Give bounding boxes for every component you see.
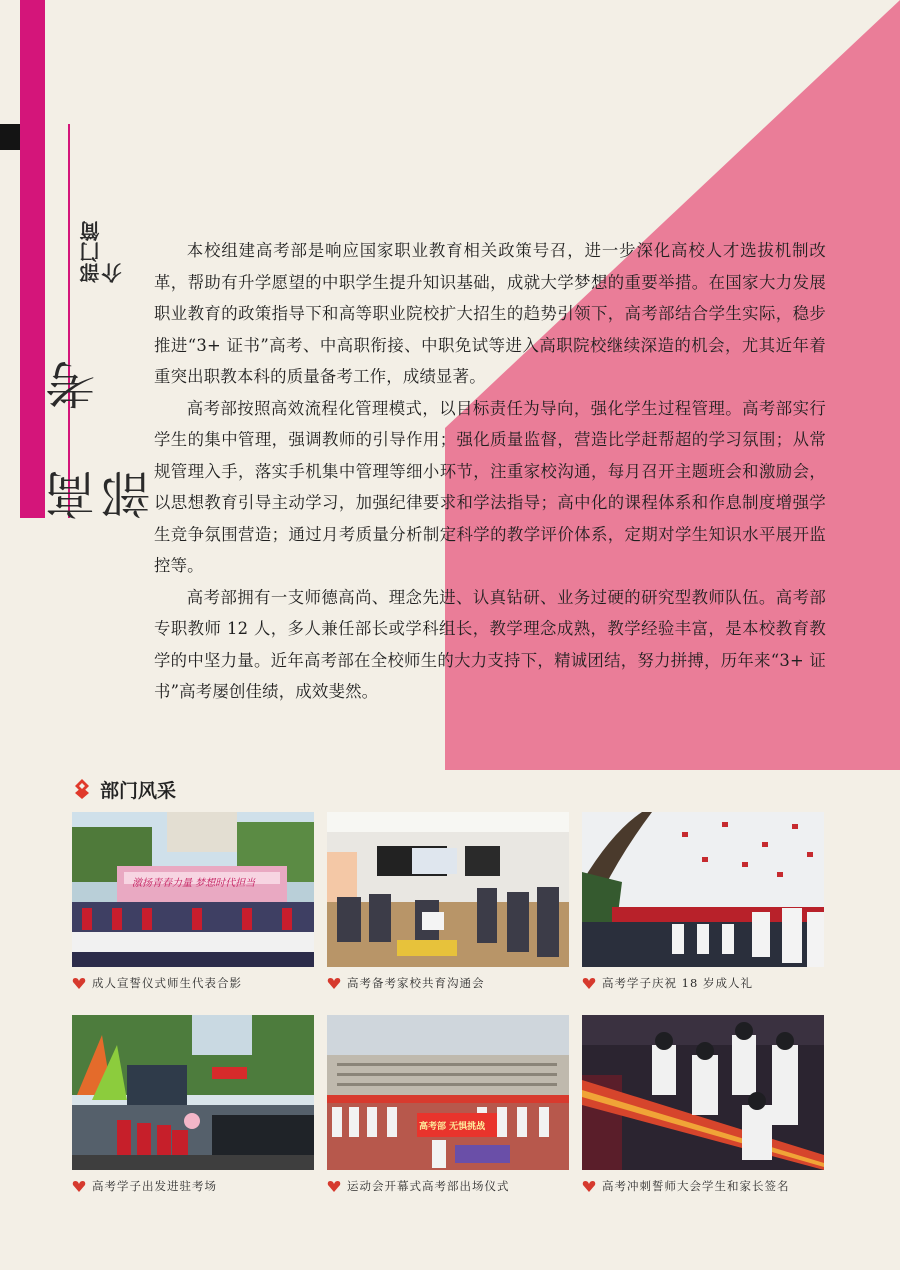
intro-text [154,235,826,708]
intro-paragraph-2: 高考部按照高效流程化管理模式，以目标责任为导向，强化学生过程管理。高考部实行学生的集中管理，强调教师的引导作用；强化质量监督，营造比学赶帮超的学习氛围；从常规管理入手，落实手机集中管理等细小环节，注重家校沟通，每月召开主题班会和激励会，以思想教育引导主动学习，加强纪律要求和学法指导；高中化的课程体系和作息制度增强学生竞争氛围营造；通过月考质量分析制定科学的教学评价体系，定期对学生知识水平展开监控等。 [154,398,826,575]
photo-banner-text: 高考部 无惧挑战 [419,1122,486,1132]
page-subtitle: 部门简介 [79,220,125,284]
gallery-card [327,812,569,991]
photo-caption: 成人宣誓仪式师生代表合影 [92,976,242,990]
flame-icon [72,778,92,800]
heart-bullet-icon [582,977,596,990]
black-page-tab [0,124,20,150]
heart-bullet-icon [327,1180,341,1193]
gallery-title: 部门风采 [100,779,177,802]
gallery-photo [327,1015,569,1170]
photo-banner-text: 激扬青春力量 梦想时代担当 [132,878,256,889]
heart-bullet-icon [72,977,86,990]
photo-caption: 高考备考家校共育沟通会 [347,976,485,990]
heart-bullet-icon [72,1180,86,1193]
photo-caption: 高考学子出发进驻考场 [92,1179,217,1193]
gallery-card [327,1015,569,1194]
gallery-card [72,812,314,991]
gallery-photo [582,1015,824,1170]
gallery-card [582,812,824,991]
photo-caption: 高考冲刺誓师大会学生和家长签名 [602,1179,790,1193]
gallery-card [72,1015,314,1194]
gallery-photo [72,812,314,967]
gallery-heading [72,775,176,803]
gallery-card [582,1015,824,1194]
photo-caption: 运动会开幕式高考部出场仪式 [347,1179,510,1193]
intro-paragraph-1: 本校组建高考部是响应国家职业教育相关政策号召，进一步深化高校人才选拔机制改革，帮助有升学愿望的中职学生提升知识基础，成就大学梦想的重要举措。在国家大力发展职业教育的政策指导下和高等职业院校扩大招生的趋势引领下，高考部结合学生实际，稳步推进“3+ 证书”高考、中高职衔接、中职免试等进入高职院校继续深造的机会，尤其近年着重突出职教本科的质量备考工作，成绩显著。 [154,241,826,386]
heart-bullet-icon [327,977,341,990]
photo-caption: 高考学子庆祝 18 岁成人礼 [602,976,753,990]
magenta-side-bar [20,0,45,518]
intro-paragraph-3: 高考部拥有一支师德高尚、理念先进、认真钻研、业务过硬的研究型教师队伍。高考部专职教师 12 人，多人兼任部长或学科组长，教学理念成熟，教学经验丰富，是本校教育教学的中坚力量。近年高考部在全校师生的大力支持下，精诚团结，努力拼搏，历年来“3+ 证书”高考屡创佳绩，成效斐然。 [154,587,826,701]
gallery-photo [327,812,569,967]
gallery-photo [72,1015,314,1170]
page-title: 高 考 部 [45,338,159,520]
gallery-photo [582,812,824,967]
vertical-title [45,220,159,520]
heart-bullet-icon [582,1180,596,1193]
